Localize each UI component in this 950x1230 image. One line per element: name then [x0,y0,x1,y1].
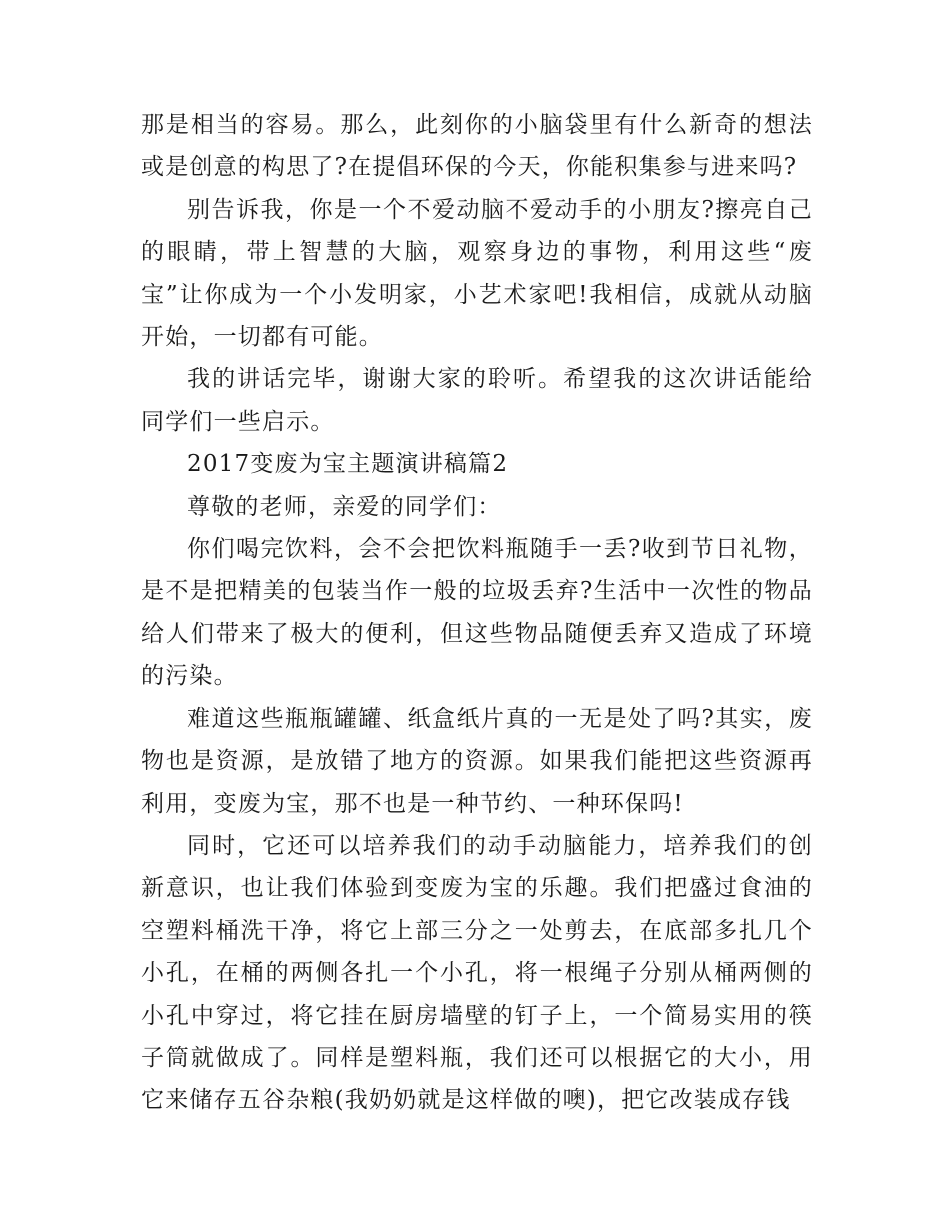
paragraph-creativity: 同时，它还可以培养我们的动手动脑能力，培养我们的创新意识，也让我们体验到变废为宝的乐趣。我们把盛过食油的空塑料桶洗干净，将它上部三分之一处剪去，在底部多扎几个小孔，在桶的两侧各扎一个小孔，将一根绳子分别从桶两侧的小孔中穿过，将它挂在厨房墙壁的钉子上，一个简易实用的筷子筒就做成了。同样是塑料瓶，我们还可以根据它的大小，用它来储存五谷杂粮(我奶奶就是这样做的噢)，把它改装成存钱 [141,832,813,1114]
paragraph-encouragement: 别告诉我，你是一个不爱动脑不爱动手的小朋友?擦亮自己的眼睛，带上智慧的大脑，观察身边的事物，利用这些“废宝”让你成为一个小发明家，小艺术家吧!我相信，成就从动脑开始，一切都有可能。 [141,196,813,351]
paragraph-drinks: 你们喝完饮料，会不会把饮料瓶随手一丢?收到节日礼物，是不是把精美的包装当作一般的垃圾丢弃?生活中一次性的物品给人们带来了极大的便利，但这些物品随便丢弃又造成了环境的污染。 [141,536,813,690]
paragraph-continuation: 那是相当的容易。那么，此刻你的小脑袋里有什么新奇的想法或是创意的构思了?在提倡环保的今天，你能积集参与进来吗? [141,112,813,181]
document-body [141,104,813,1122]
paragraph-closing: 我的讲话完毕，谢谢大家的聆听。希望我的这次讲话能给同学们一些启示。 [141,366,813,435]
paragraph-resources: 难道这些瓶瓶罐罐、纸盒纸片真的一无是处了吗?其实，废物也是资源，是放错了地方的资源。如果我们能把这些资源再利用，变废为宝，那不也是一种节约、一种环保吗! [141,705,813,817]
salutation: 尊敬的老师，亲爱的同学们： [187,493,502,520]
section-heading: 2017变废为宝主题演讲稿篇2 [187,451,509,478]
